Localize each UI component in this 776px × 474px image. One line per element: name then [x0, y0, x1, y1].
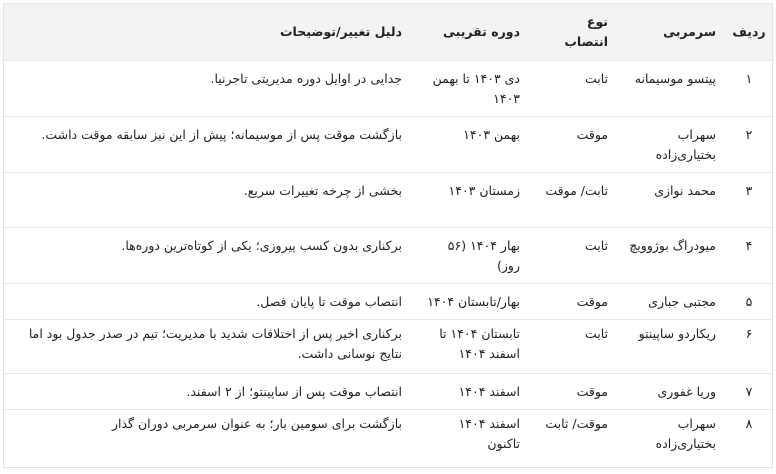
- header-reason: دلیل تغییر/توضیحات: [4, 4, 412, 61]
- appointment-type: ثابت: [530, 61, 618, 117]
- appointment-type: موقت/ ثابت: [545, 416, 608, 431]
- period: بهمن ۱۴۰۳: [412, 117, 530, 173]
- header-appointment-type: نوع انتصاب: [530, 4, 618, 61]
- header-coach: سرمربی: [618, 4, 726, 61]
- reason: بازگشت موقت پس از موسیمانه؛ پیش از این نیز سابقه موقت داشت.: [4, 117, 412, 173]
- header-period: دوره تقریبی: [412, 4, 530, 61]
- row-number: ۲: [726, 117, 772, 173]
- reason: برکناری اخیر پس از اختلافات شدید با مدیریت؛ تیم در صدر جدول بود اما نتایج نوسانی داشت.: [4, 320, 412, 374]
- coach-name: پیتسو موسیمانه: [618, 61, 726, 117]
- reason: جدایی در اوایل دوره مدیریتی تاجرنیا.: [4, 61, 412, 117]
- appointment-type: ثابت/ موقت: [530, 173, 618, 228]
- table-row: [4, 320, 772, 374]
- table-row: [4, 374, 772, 410]
- reason: انتصاب موقت تا پایان فصل.: [4, 284, 412, 320]
- reason: انتصاب موقت پس از ساپینتو؛ از ۲ اسفند.: [4, 374, 412, 410]
- row-number: ۷: [726, 374, 772, 410]
- table-row: [4, 284, 772, 320]
- appointment-type: ثابت: [530, 228, 618, 284]
- row-number: ۳: [726, 173, 772, 228]
- header-row-number: ردیف: [726, 4, 772, 61]
- reason: بازگشت برای سومین بار؛ به عنوان سرمربی دوران گذار: [111, 416, 402, 431]
- period: زمستان ۱۴۰۳: [412, 173, 530, 228]
- row-number: ۴: [726, 228, 772, 284]
- coach-name: وریا غفوری: [618, 374, 726, 410]
- row-number: ۱: [726, 61, 772, 117]
- appointment-type: موقت: [530, 284, 618, 320]
- period: بهار ۱۴۰۴ (۵۶ روز): [412, 228, 530, 284]
- table-row: [4, 173, 772, 228]
- period: اسفند ۱۴۰۴: [412, 374, 530, 410]
- row-number: ۵: [726, 284, 772, 320]
- coach-name: سهراب بختیاری‌زاده: [655, 416, 716, 451]
- period: دی ۱۴۰۳ تا بهمن ۱۴۰۳: [412, 61, 530, 117]
- table-header-row: [4, 4, 772, 61]
- coach-name: مجتبی جباری: [618, 284, 726, 320]
- period: بهار/تابستان ۱۴۰۴: [412, 284, 530, 320]
- coaches-table-container: [3, 3, 773, 468]
- coach-name: سهراب بختیاری‌زاده: [618, 117, 726, 173]
- appointment-type: موقت: [530, 117, 618, 173]
- reason: بخشی از چرخه تغییرات سریع.: [4, 173, 412, 228]
- table-row: [4, 228, 772, 284]
- row-number: ۶: [726, 320, 772, 374]
- appointment-type: ثابت: [530, 320, 618, 374]
- coach-name: محمد نوازی: [618, 173, 726, 228]
- period: اسفند ۱۴۰۴ تاکنون: [458, 416, 520, 451]
- appointment-type: موقت: [530, 374, 618, 410]
- table-row: [4, 61, 772, 117]
- reason: برکناری بدون کسب پیروزی؛ یکی از کوتاه‌ترین دوره‌ها.: [4, 228, 412, 284]
- coaches-table: [4, 4, 772, 463]
- row-number: ۸: [745, 416, 753, 431]
- coach-name: ریکاردو ساپینتو: [618, 320, 726, 374]
- table-row: [4, 410, 772, 463]
- table-row: [4, 117, 772, 173]
- coach-name: میودراگ بوژوویچ: [618, 228, 726, 284]
- period: تابستان ۱۴۰۴ تا اسفند ۱۴۰۴: [412, 320, 530, 374]
